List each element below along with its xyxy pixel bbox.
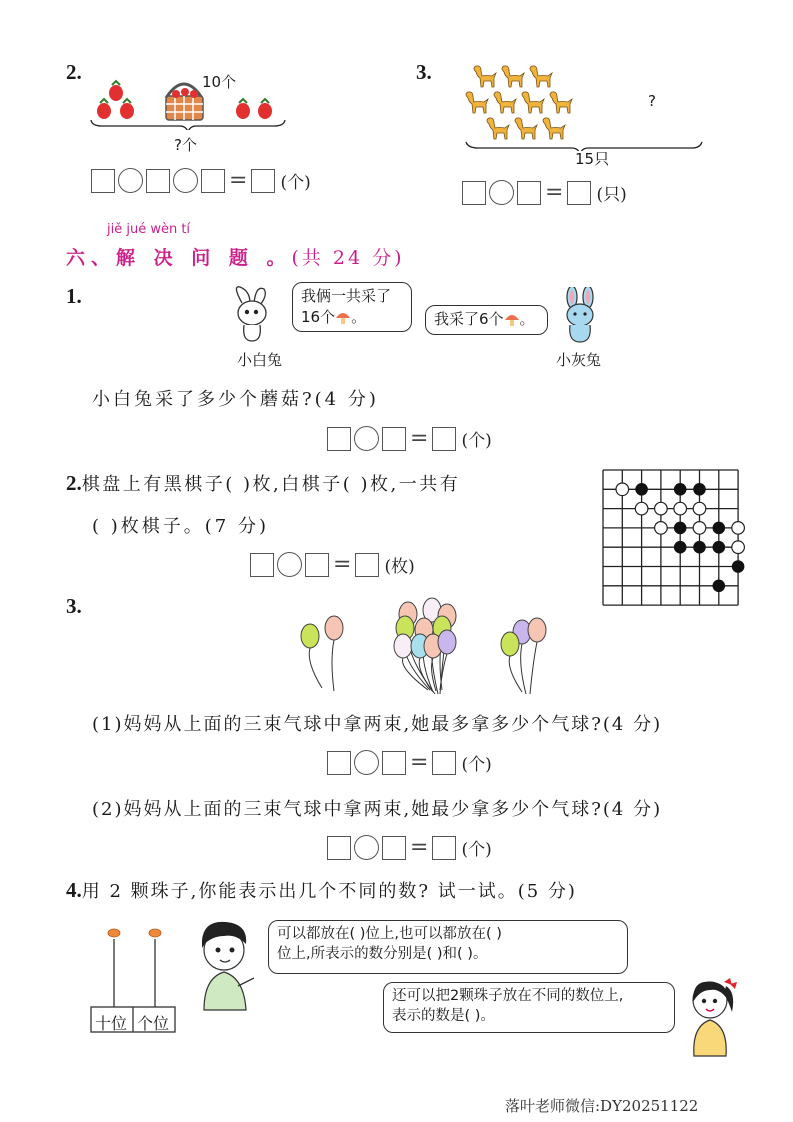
dog-icon [550, 92, 572, 113]
section-title [66, 243, 405, 270]
dogs-illustration [460, 56, 705, 151]
black-stone [674, 483, 687, 496]
dog-icon [530, 66, 552, 87]
strawberry-basket-illustration [88, 70, 288, 130]
equation-blank [250, 552, 415, 577]
white-stone [616, 483, 629, 496]
black-stone [713, 522, 726, 535]
white-stone [693, 522, 706, 535]
white-rabbit-icon [228, 283, 280, 345]
question-number: 3. [416, 60, 432, 84]
answer-box[interactable] [327, 751, 351, 775]
answer-box[interactable] [432, 427, 456, 451]
balloon-icon [394, 634, 412, 658]
dog-icon [522, 92, 544, 113]
total-label: 15只 [575, 150, 610, 168]
answer-box[interactable] [432, 836, 456, 860]
equals-sign: = [410, 425, 429, 451]
white-rabbit-speech-bubble: 我俩一共采了 16个 。 [292, 282, 412, 332]
white-stone [674, 502, 687, 515]
answer-box[interactable] [517, 181, 541, 205]
balloon-icon [501, 632, 519, 656]
equation-blank [327, 750, 492, 775]
black-stone [693, 541, 706, 554]
black-stone [674, 541, 687, 554]
dog-icon [543, 118, 565, 139]
go-board [598, 465, 748, 610]
black-stone [635, 483, 648, 496]
equals-sign: = [410, 749, 429, 775]
black-stone [732, 560, 745, 573]
dog-icon [474, 66, 496, 87]
operator-circle[interactable] [354, 835, 379, 860]
balloon-string [309, 648, 322, 688]
dog-icon [466, 92, 488, 113]
white-stone [732, 541, 745, 554]
dog-icon [502, 66, 524, 87]
unit-label: (个) [461, 431, 492, 451]
brace [91, 120, 285, 130]
question-number: 3. [66, 594, 82, 618]
question-number: 1. [66, 284, 82, 308]
answer-box[interactable] [251, 169, 275, 193]
operator-circle[interactable] [118, 168, 143, 193]
subquestion-1: (1)妈妈从上面的三束气球中拿两束,她最多拿多少个气球?(4 分) [92, 714, 663, 735]
operator-circle[interactable] [354, 426, 379, 451]
answer-box[interactable] [327, 836, 351, 860]
answer-box[interactable] [250, 553, 274, 577]
section-title-text: 六、解 决 问 题 。 [66, 247, 292, 269]
white-stone [732, 522, 745, 535]
ones-place-label: 个位 [137, 1014, 170, 1033]
grey-rabbit-icon [558, 287, 602, 345]
balloon-icon [438, 630, 456, 654]
question-number: 2. [66, 60, 82, 84]
equals-sign: = [333, 551, 352, 577]
white-stone [655, 502, 668, 515]
boy-speech-bubble: 可以都放在( )位上,也可以都放在( ) 位上,所表示的数分别是( )和( )。 [268, 920, 628, 974]
question-2 [66, 470, 460, 496]
dog-icon [487, 118, 509, 139]
black-stone [713, 541, 726, 554]
black-stone [713, 580, 726, 593]
grey-rabbit-speech-bubble: 我采了6个 。 [425, 305, 548, 335]
balloon-string [521, 644, 526, 694]
bead-icon [108, 929, 120, 937]
answer-box[interactable] [382, 427, 406, 451]
grey-rabbit-name: 小灰兔 [556, 351, 602, 369]
balloon-string [530, 642, 537, 694]
basket-count-label: 10个 [202, 73, 237, 91]
answer-box[interactable] [305, 553, 329, 577]
unknown-label: ? [648, 92, 656, 110]
answer-box[interactable] [432, 751, 456, 775]
unit-label: (只) [596, 185, 627, 205]
black-stone [674, 522, 687, 535]
white-rabbit-name: 小白兔 [237, 351, 283, 369]
equation-blank [462, 180, 627, 205]
unit-label: (个) [461, 840, 492, 860]
answer-box[interactable] [91, 169, 115, 193]
unit-label: (个) [461, 755, 492, 775]
white-stone [655, 522, 668, 535]
total-unknown-label: ?个 [174, 136, 197, 154]
equation-blank [327, 835, 492, 860]
equals-sign: = [229, 167, 248, 193]
answer-box[interactable] [327, 427, 351, 451]
footer-contact: 落叶老师微信:DY20251122 [505, 1097, 699, 1115]
balloon-icon [325, 616, 343, 640]
mushroom-icon [504, 311, 520, 324]
answer-box[interactable] [382, 751, 406, 775]
operator-circle[interactable] [354, 750, 379, 775]
answer-box[interactable] [201, 169, 225, 193]
dog-icon [515, 118, 537, 139]
operator-circle[interactable] [489, 180, 514, 205]
answer-box[interactable] [355, 553, 379, 577]
question-text-line1: 棋盘上有黑棋子( )枚,白棋子( )枚,一共有 [81, 474, 461, 495]
equation-blank [327, 426, 492, 451]
question-number: 4. [66, 878, 82, 902]
equation-blank [91, 168, 311, 193]
white-stone [693, 502, 706, 515]
unit-label: (枚) [384, 557, 415, 577]
balloon-string [332, 640, 334, 691]
balloon-icon [301, 624, 319, 648]
answer-box[interactable] [462, 181, 486, 205]
answer-box[interactable] [382, 836, 406, 860]
dog-icon [494, 92, 516, 113]
tens-place-label: 十位 [95, 1014, 128, 1033]
girl-icon [680, 978, 740, 1060]
balloons-illustration [290, 594, 560, 694]
answer-box[interactable] [567, 181, 591, 205]
unit-label: (个) [280, 173, 311, 193]
balloon-string [509, 656, 522, 692]
answer-box[interactable] [146, 169, 170, 193]
section-score: (共 24 分) [291, 247, 405, 269]
operator-circle[interactable] [173, 168, 198, 193]
operator-circle[interactable] [277, 552, 302, 577]
bead-icon [149, 929, 161, 937]
equals-sign: = [410, 834, 429, 860]
question-4 [66, 877, 577, 903]
question-text-line2: ( )枚棋子。(7 分) [92, 516, 269, 537]
girl-speech-bubble: 还可以把2颗珠子放在不同的数位上, 表示的数是( )。 [383, 982, 675, 1033]
mushroom-icon [335, 309, 351, 322]
balloon-icon [528, 618, 546, 642]
boy-icon [190, 920, 260, 1020]
subquestion-2: (2)妈妈从上面的三束气球中拿两束,她最少拿多少个气球?(4 分) [92, 799, 663, 820]
question-text: 小白兔采了多少个蘑菇?(4 分) [92, 389, 379, 410]
black-stone [693, 483, 706, 496]
question-number: 2. [66, 471, 82, 495]
question-text: 用 2 颗珠子,你能表示出几个不同的数? 试一试。(5 分) [81, 881, 577, 902]
basket-icon [166, 84, 203, 120]
white-stone [635, 502, 648, 515]
section-pinyin: jiě jué wèn tí [107, 222, 191, 237]
equals-sign: = [545, 179, 564, 205]
